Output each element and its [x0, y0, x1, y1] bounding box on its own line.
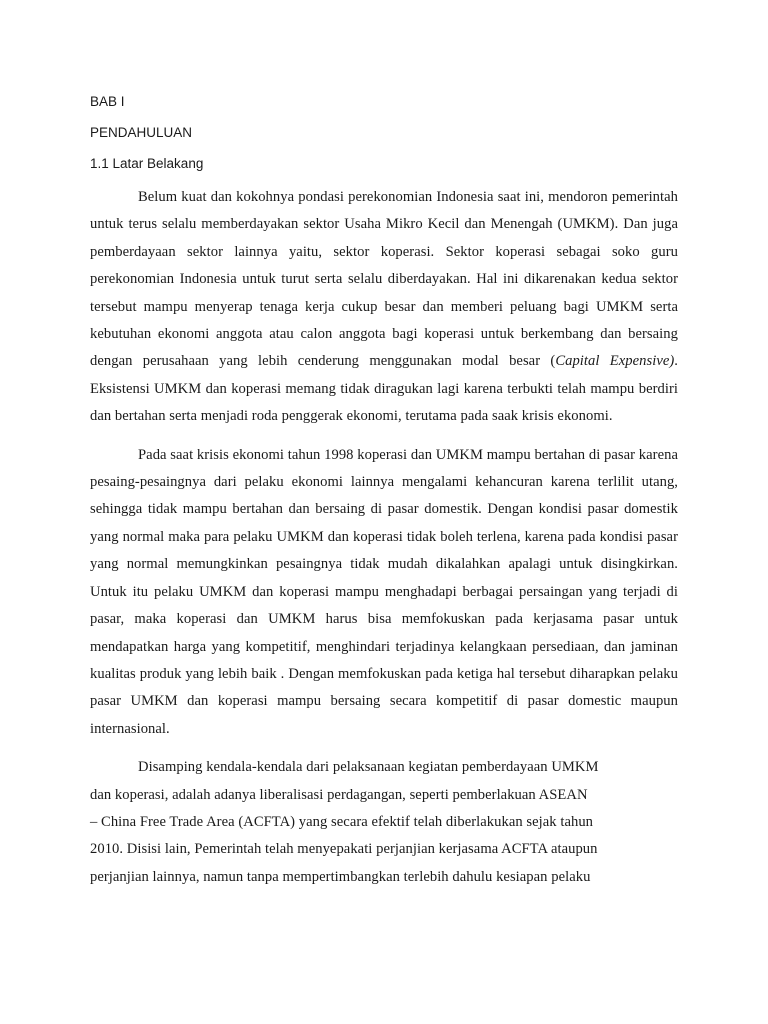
- paragraph-3-line: Disamping kendala-kendala dari pelaksanaan kegiatan pemberdayaan UMKM: [138, 759, 599, 776]
- paragraph-1: [90, 184, 678, 431]
- paragraph-3-line: 2010. Disisi lain, Pemerintah telah menyepakati perjanjian kerjasama ACFTA ataupun: [90, 841, 598, 858]
- document-body: [90, 93, 678, 902]
- chapter-number: BAB I: [90, 94, 125, 109]
- chapter-title: PENDAHULUAN: [90, 125, 193, 140]
- paragraph-2: Pada saat krisis ekonomi tahun 1998 koperasi dan UMKM mampu bertahan di pasar karena pesaing-pesaingnya dari pelaku ekonomi lainnya mengalami kehancuran karena terlilit utang, sehingga tidak mampu bertahan dan bersaing di pasar domestik. Dengan kondisi pasar domestik yang normal maka para pelaku UMKM dan koperasi tidak boleh terlena, karena pada kondisi pasar yang normal memungkinkan pesaingnya tidak mudah dikalahkan apalagi untuk disingkirkan. Untuk itu pelaku UMKM dan koperasi mampu menghadapi berbagai persaingan yang terjadi di pasar, maka koperasi dan UMKM harus bisa memfokuskan pada kerjasama pasar untuk mendapatkan harga yang kompetitif, menghindari terjadinya kelangkaan persediaan, dan jaminan kualitas produk yang lebih baik . Dengan memfokuskan pada ketiga hal tersebut diharapkan pelaku pasar UMKM dan koperasi mampu bersaing secara kompetitif di pasar domestic maupun internasional.: [90, 446, 678, 737]
- paragraph-3-line: perjanjian lainnya, namun tanpa mempertimbangkan terlebih dahulu kesiapan pelaku: [90, 868, 591, 885]
- paragraph-3-line: dan koperasi, adalah adanya liberalisasi perdagangan, seperti pemberlakuan ASEAN: [90, 786, 588, 803]
- paragraph-3: [90, 754, 678, 891]
- section-heading: 1.1 Latar Belakang: [90, 156, 204, 171]
- paragraph-1-text: Belum kuat dan kokohnya pondasi perekonomian Indonesia saat ini, mendoron pemerintah untuk terus selalu memberdayakan sektor Usaha Mikro Kecil dan Menengah (UMKM). Dan juga pemberdayaan sektor lainnya yaitu, sektor koperasi. Sektor koperasi sebagai soko guru perekonomian Indonesia untuk turut serta selalu diberdayakan. Hal ini dikarenakan kedua sektor tersebut mampu menyerap tenaga kerja cukup besar dan memberi peluang bagi UMKM serta kebutuhan ekonomi anggota atau calon anggota bagi koperasi untuk berkembang dan bersaing dengan perusahaan yang lebih cenderung menggunakan modal besar (: [90, 189, 678, 370]
- paragraph-1-text-end: . Eksistensi UMKM dan koperasi memang tidak diragukan lagi karena terbukti telah mampu berdiri dan bertahan serta menjadi roda penggerak ekonomi, terutama pada saak krisis ekonomi.: [90, 353, 678, 425]
- paragraph-3-line: – China Free Trade Area (ACFTA) yang secara efektif telah diberlakukan sejak tahun: [90, 813, 594, 830]
- paragraph-1-italic-term: Capital Expensive): [555, 353, 675, 370]
